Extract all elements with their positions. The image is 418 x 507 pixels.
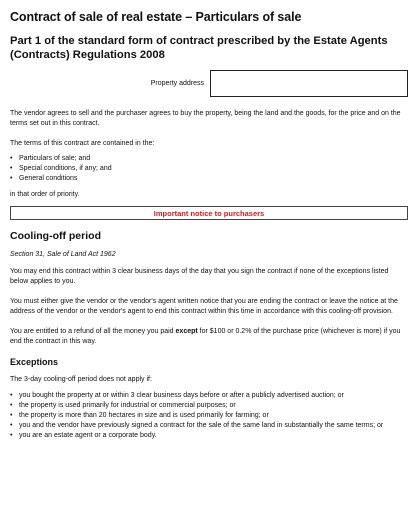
list-item: • you are an estate agent or a corporate body.: [10, 431, 408, 441]
property-address-row: [10, 70, 408, 97]
property-address-label: Property address: [150, 80, 204, 87]
section-reference: Section 31, Sale of Land Act 1962: [10, 251, 116, 258]
list-item: • General conditions: [10, 174, 408, 184]
terms-intro-text: The terms of this contract are contained in the:: [10, 140, 155, 147]
cooling-off-paragraph-1: You may end this contract within 3 clear business days of the day that you sign the contract if none of the exceptions listed below applies to you.: [10, 268, 389, 285]
document-title: Contract of sale of real estate – Particulars of sale: [10, 10, 302, 24]
exceptions-heading: Exceptions: [10, 357, 59, 367]
list-item: • you bought the property at or within 3 clear business days before or after a publicly advertised auction; or: [10, 391, 408, 401]
refund-text-end: for $100 or 0.2% of the purchase price (whichever is more) if you end the contract in this way.: [10, 328, 401, 345]
list-item: • Particulars of sale; and: [10, 154, 408, 164]
important-notice-banner: [10, 206, 408, 220]
important-notice-text: Important notice to purchasers: [153, 208, 265, 218]
terms-list: [10, 154, 408, 184]
list-item: • you and the vendor have previously signed a contract for the sale of the same land in substantially the same terms; or: [10, 421, 408, 431]
refund-paragraph: [10, 327, 408, 347]
cooling-off-paragraph-2: You must either give the vendor or the vendor's agent written notice that you are ending the contract or leave the notice at the address of the vendor or the vendor's agent to end this contract within this time in accordance with this cooling-off provision.: [10, 298, 398, 315]
property-address-field[interactable]: [210, 70, 408, 97]
list-item: • the property is used primarily for industrial or commercial purposes; or: [10, 401, 408, 411]
list-item: • Special conditions, if any; and: [10, 164, 408, 174]
list-item: • the property is more than 20 hectares in size and is used primarily for farming; or: [10, 411, 408, 421]
terms-outro-text: in that order of priority.: [10, 191, 80, 198]
vendor-agreement-text: The vendor agrees to sell and the purchaser agrees to buy the property, being the land and the goods, for the price and on the terms set out in this contract.: [10, 110, 401, 127]
exceptions-intro: The 3-day cooling-off period does not apply if:: [10, 376, 152, 383]
refund-text-start: You are entitled to a refund of all the money you paid: [10, 328, 176, 335]
document-subtitle: Part 1 of the standard form of contract prescribed by the Estate Agents (Contracts) Regulations 2008: [10, 35, 388, 61]
exceptions-list: [10, 391, 408, 441]
refund-text-except: except: [175, 328, 198, 335]
cooling-off-heading: Cooling-off period: [10, 230, 101, 242]
